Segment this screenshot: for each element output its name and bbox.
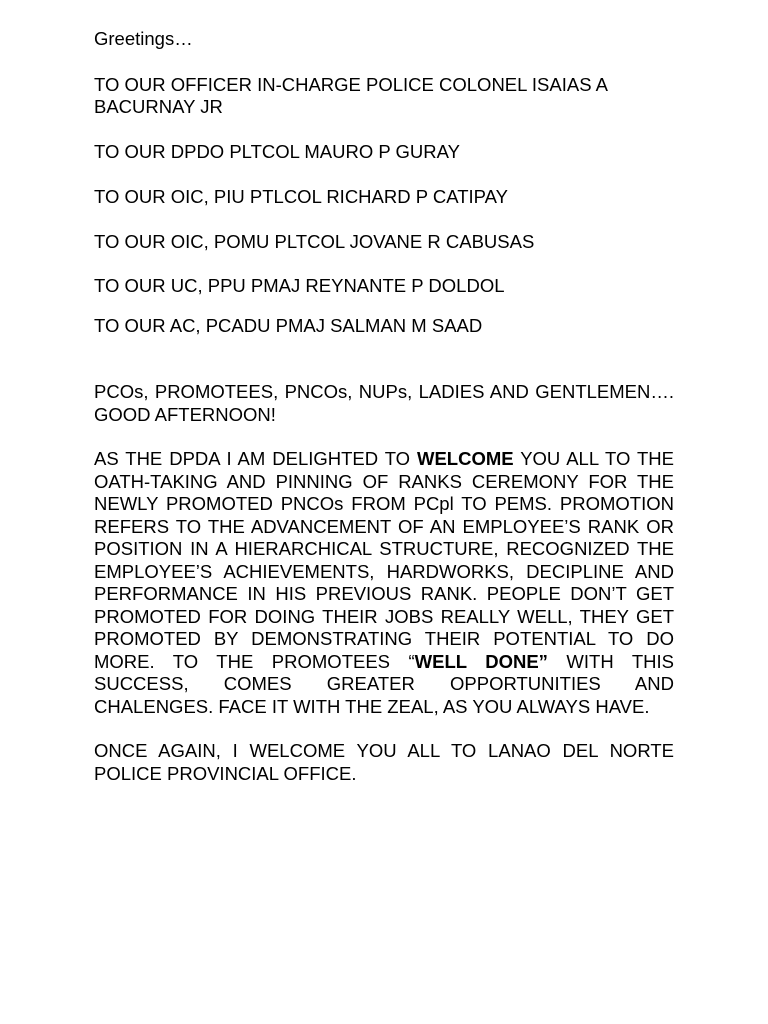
addressee-line: TO OUR OIC, POMU PLTCOL JOVANE R CABUSAS <box>94 230 535 252</box>
speech-body <box>94 448 674 718</box>
salutation: PCOs, PROMOTEES, PNCOs, NUPs, LADIES AND GENTLEMEN…. GOOD AFTERNOON! <box>94 381 674 425</box>
closing-paragraph: ONCE AGAIN, I WELCOME YOU ALL TO LANAO DEL NORTE POLICE PROVINCIAL OFFICE. <box>94 740 674 784</box>
emphasis-welcome: WELCOME <box>417 448 514 469</box>
addressee-line: TO OUR AC, PCADU PMAJ SALMAN M SAAD <box>94 314 483 336</box>
body-text: WITH THIS SUCCESS, COMES GREATER OPPORTUNITIES AND CHALENGES. FACE IT WITH THE ZEAL, AS YOU ALWAYS HAVE. <box>94 650 674 717</box>
body-text: YOU ALL TO THE OATH-TAKING AND PINNING OF RANKS CEREMONY FOR THE NEWLY PROMOTED PNCOs FROM PCpl TO PEMS. PROMOTION REFERS TO THE ADVANCEMENT OF AN EMPLOYEE’S RANK OR POSITION IN A HIERARCHICAL STRUCTURE, RECOGNIZED THE EMPLOYEE’S ACHIEVEMENTS, HARDWORKS, DECIPLINE AND PERFORMANCE IN HIS PREVIOUS RANK. PEOPLE DON’T GET PROMOTED FOR DOING THEIR JOBS REALLY WELL, THEY GET PROMOTED BY DEMONSTRATING THEIR POTENTIAL TO DO MORE. TO THE PROMOTEES “ <box>94 448 674 672</box>
addressee-line: TO OUR OIC, PIU PTLCOL RICHARD P CATIPAY <box>94 186 508 207</box>
greeting: Greetings… <box>94 28 193 49</box>
body-text: AS THE DPDA I AM DELIGHTED TO <box>94 448 417 469</box>
emphasis-well-done: WELL DONE” <box>414 650 548 672</box>
addressee-line: TO OUR OFFICER IN-CHARGE POLICE COLONEL ISAIAS A BACURNAY JR <box>94 73 607 117</box>
addressee-line: TO OUR UC, PPU PMAJ REYNANTE P DOLDOL <box>94 275 505 296</box>
document-page <box>94 28 674 785</box>
addressee-line: TO OUR DPDO PLTCOL MAURO P GURAY <box>94 140 460 162</box>
